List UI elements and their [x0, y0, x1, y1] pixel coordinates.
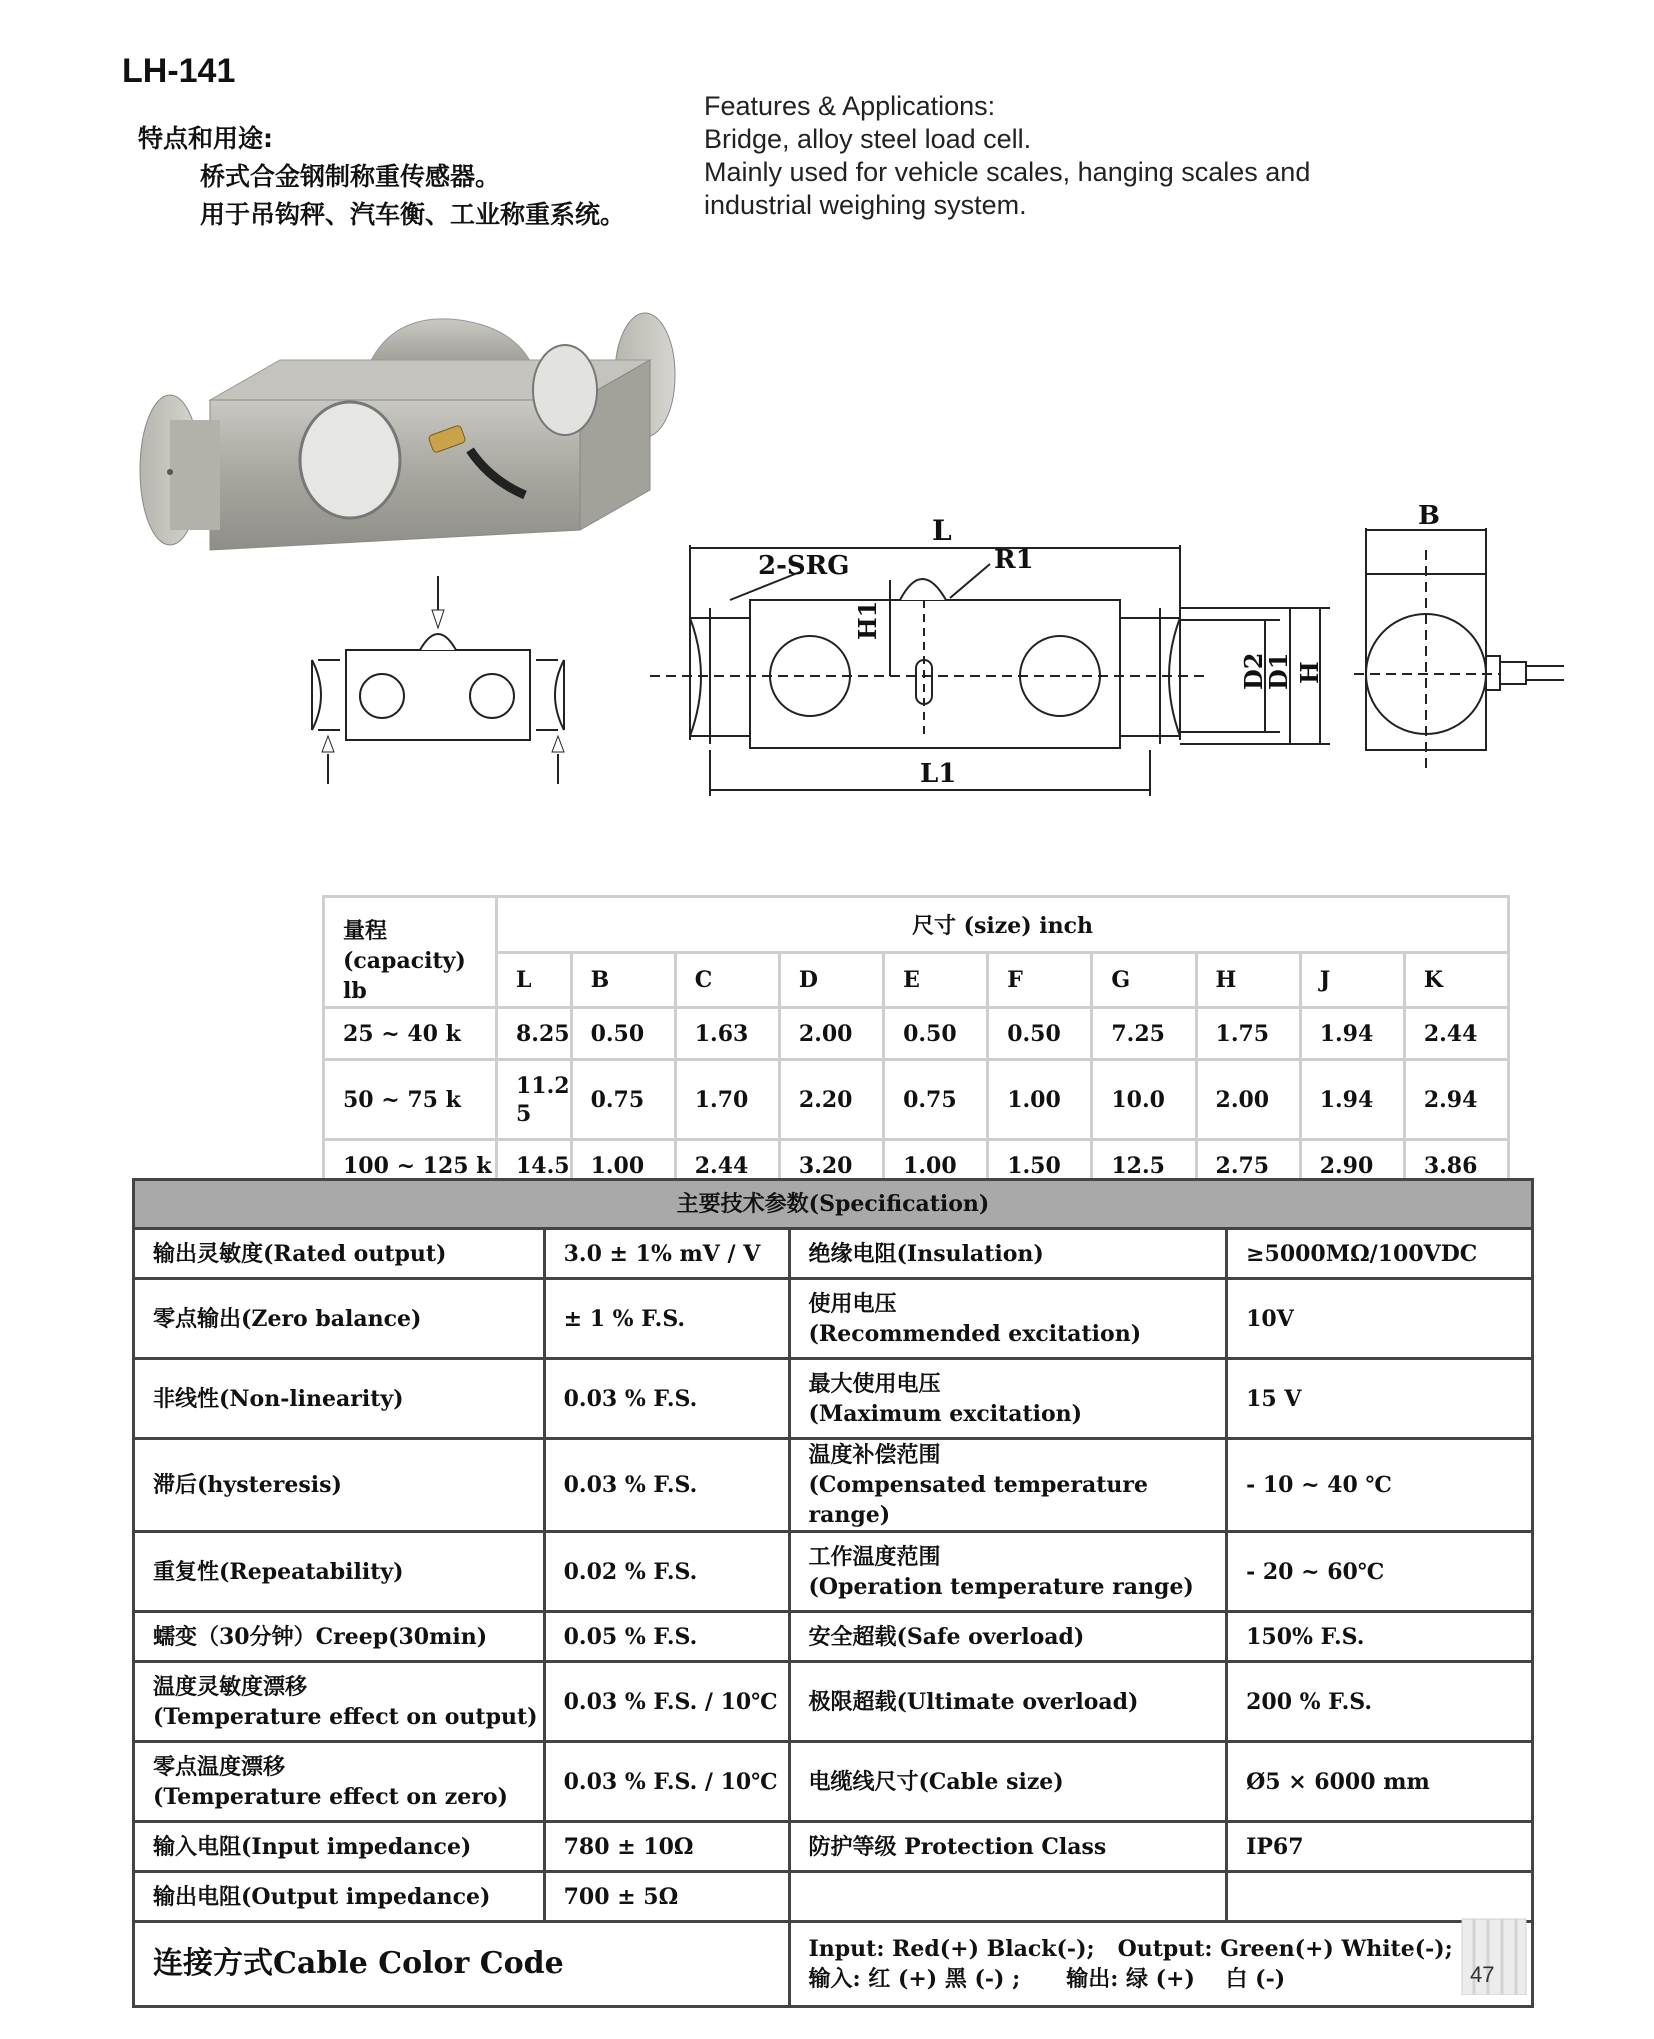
spec-value-left [544, 1359, 789, 1439]
dim-cell: 2.90 [1300, 1140, 1404, 1192]
label-B: B [1418, 501, 1440, 531]
spec-value-right [1227, 1872, 1533, 1922]
spec-value-right [1227, 1439, 1533, 1532]
spec-param-left [134, 1532, 545, 1612]
page-number: 47 [1470, 1962, 1495, 1987]
dim-cell: 1.00 [988, 1060, 1092, 1140]
spec-value: - 20 ~ 60℃ [1246, 1558, 1385, 1585]
spec-label-cn: 使用电压 [808, 1290, 897, 1317]
capacity-header-cn: 量程 [343, 918, 388, 944]
dim-cell: 1.00 [884, 1140, 988, 1192]
spec-param-right [789, 1532, 1227, 1612]
spec-label-cn: 输入电阻(Input impedance) [153, 1833, 472, 1860]
col-header: F [988, 952, 1092, 1008]
dim-cell: 1.00 [571, 1140, 675, 1192]
cn-features-heading: 特点和用途: [138, 124, 273, 153]
spec-row [134, 1359, 1533, 1439]
table-row [324, 1060, 1509, 1140]
spec-label-cn: 安全超载(Safe overload) [808, 1623, 1085, 1650]
spec-value: 15 V [1246, 1385, 1302, 1412]
spec-label-en: (Maximum excitation) [808, 1400, 1083, 1427]
dim-cell: 2.44 [675, 1140, 779, 1192]
spec-value: ≥5000MΩ/100VDC [1246, 1240, 1478, 1267]
spec-value-left [544, 1439, 789, 1532]
dim-cell: 1.63 [675, 1008, 779, 1060]
col-header: G [1092, 952, 1196, 1008]
spec-param-left [134, 1742, 545, 1822]
spec-param-left [134, 1872, 545, 1922]
spec-label-cn: 绝缘电阻(Insulation) [808, 1240, 1044, 1267]
dim-cell: 3.86 [1404, 1140, 1508, 1192]
dimension-drawing-side [1350, 500, 1580, 780]
spec-label-cn: 极限超载(Ultimate overload) [808, 1688, 1139, 1715]
spec-param-left [134, 1662, 545, 1742]
model-title: LH-141 [122, 52, 236, 90]
label-D1: D1 [1264, 652, 1293, 690]
spec-label-cn: 防护等级 Protection Class [808, 1833, 1107, 1860]
spec-value: 0.02 % F.S. [563, 1558, 698, 1585]
spec-param-right [789, 1612, 1227, 1662]
spec-value-left [544, 1279, 789, 1359]
spec-value: - 10 ~ 40 ℃ [1246, 1472, 1392, 1498]
spec-value: 0.05 % F.S. [563, 1623, 698, 1650]
spec-param-left [134, 1439, 545, 1532]
cn-features-line-1: 桥式合金钢制称重传感器。 [200, 162, 501, 191]
table-row [324, 1008, 1509, 1060]
cable-color-cn: 输入: 红 (+) 黑 (-) ; 输出: 绿 (+) 白 (-) [808, 1966, 1286, 1992]
spec-label-cn: 工作温度范围 [808, 1543, 941, 1570]
dim-cell: 10.0 [1092, 1060, 1196, 1140]
label-H1: H1 [853, 600, 882, 640]
spec-value: Ø5 × 6000 mm [1246, 1768, 1430, 1795]
label-L1: L1 [920, 759, 957, 789]
spec-value: 200 % F.S. [1246, 1688, 1373, 1715]
cn-features [138, 120, 625, 234]
spec-param-right [789, 1822, 1227, 1872]
dim-cell: 2.75 [1196, 1140, 1300, 1192]
spec-value-right [1227, 1822, 1533, 1872]
spec-table [132, 1178, 1534, 2008]
dimension-drawing-front [650, 500, 1340, 810]
spec-param-right [789, 1439, 1227, 1532]
spec-value: 0.03 % F.S. [563, 1472, 698, 1498]
spec-label-cn: 重复性(Repeatability) [153, 1558, 404, 1585]
capacity-header [324, 897, 497, 1008]
dim-cell: 2.00 [1196, 1060, 1300, 1140]
label-H: H [1295, 661, 1324, 684]
col-header: D [779, 952, 883, 1008]
spec-row [134, 1872, 1533, 1922]
spec-label-cn: 输出电阻(Output impedance) [153, 1883, 491, 1910]
en-features-heading: Features & Applications: [704, 91, 996, 121]
col-header: J [1300, 952, 1404, 1008]
load-cell-photo [130, 300, 690, 560]
spec-value-right [1227, 1229, 1533, 1279]
dim-cell: 1.94 [1300, 1008, 1404, 1060]
dim-cell: 1.50 [988, 1140, 1092, 1192]
spec-row [134, 1822, 1533, 1872]
spec-label-cn: 非线性(Non-linearity) [153, 1385, 404, 1412]
spec-label-cn: 温度灵敏度漂移 [153, 1673, 308, 1700]
spec-param-right [789, 1229, 1227, 1279]
spec-value-left [544, 1872, 789, 1922]
spec-param-left [134, 1279, 545, 1359]
spec-label-en: (Compensated temperature range) [808, 1472, 1148, 1528]
spec-label-en: (Temperature effect on output) [153, 1703, 538, 1730]
spec-param-right [789, 1662, 1227, 1742]
spec-value: 0.03 % F.S. / 10℃ [563, 1688, 778, 1715]
spec-row [134, 1662, 1533, 1742]
col-header: L [497, 952, 572, 1008]
cable-color-en: Input: Red(+) Black(-); Output: Green(+) White(-); [808, 1936, 1453, 1962]
dim-cell: 0.50 [988, 1008, 1092, 1060]
spec-param-right [789, 1279, 1227, 1359]
cable-color-value [789, 1922, 1533, 2007]
spec-title: 主要技术参数(Specification) [134, 1180, 1533, 1229]
dimension-columns-row [324, 952, 1509, 1008]
spec-value-right [1227, 1359, 1533, 1439]
en-features [704, 90, 1310, 222]
spec-label-en: (Temperature effect on zero) [153, 1783, 508, 1810]
dim-cell: 1.75 [1196, 1008, 1300, 1060]
spec-row [134, 1279, 1533, 1359]
spec-value: 150% F.S. [1246, 1623, 1365, 1650]
cable-color-row [134, 1922, 1533, 2007]
spec-value: IP67 [1246, 1833, 1304, 1860]
col-header: E [884, 952, 988, 1008]
spec-row [134, 1612, 1533, 1662]
spec-value-left [544, 1229, 789, 1279]
dim-cell: 1.70 [675, 1060, 779, 1140]
col-header: C [675, 952, 779, 1008]
capacity-header-en: (capacity) lb [343, 948, 466, 1004]
spec-label-cn: 最大使用电压 [808, 1370, 941, 1397]
spec-row [134, 1532, 1533, 1612]
label-2-SRG: 2-SRG [758, 551, 850, 581]
spec-param-left [134, 1359, 545, 1439]
size-header: 尺寸 (size) inch [497, 897, 1509, 953]
dim-cell: 0.75 [571, 1060, 675, 1140]
spec-value-right [1227, 1742, 1533, 1822]
spec-row [134, 1229, 1533, 1279]
spec-value-left [544, 1532, 789, 1612]
spec-value: 780 ± 10Ω [563, 1833, 694, 1860]
label-D2: D2 [1239, 652, 1268, 690]
spec-value: 700 ± 5Ω [563, 1883, 679, 1910]
spec-value-right [1227, 1612, 1533, 1662]
spec-value-left [544, 1612, 789, 1662]
spec-value: 0.03 % F.S. / 10℃ [563, 1768, 778, 1795]
spec-label-en: (Operation temperature range) [808, 1573, 1194, 1600]
en-features-line-2: Mainly used for vehicle scales, hanging scales and [704, 157, 1311, 187]
spec-label-cn: 零点温度漂移 [153, 1753, 286, 1780]
spec-value-left [544, 1822, 789, 1872]
spec-row [134, 1439, 1533, 1532]
spec-value-right [1227, 1532, 1533, 1612]
cable-color-label: 连接方式Cable Color Code [134, 1922, 790, 2007]
force-schematic [300, 570, 590, 790]
spec-param-right [789, 1742, 1227, 1822]
spec-label-cn: 零点输出(Zero balance) [153, 1305, 422, 1332]
cn-features-line-2: 用于吊钩秤、汽车衡、工业称重系统。 [200, 200, 626, 229]
spec-value-right [1227, 1279, 1533, 1359]
dim-cell: 14.5 [497, 1140, 572, 1192]
spec-label-cn: 输出灵敏度(Rated output) [153, 1240, 447, 1267]
spec-row [134, 1742, 1533, 1822]
dim-cell: 3.20 [779, 1140, 883, 1192]
spec-value-right [1227, 1662, 1533, 1742]
col-header: H [1196, 952, 1300, 1008]
dim-cell: 8.25 [497, 1008, 572, 1060]
col-header: K [1404, 952, 1508, 1008]
label-R1: R1 [994, 545, 1034, 575]
dim-cell: 12.5 [1092, 1140, 1196, 1192]
spec-label-cn: 蠕变（30分钟）Creep(30min) [153, 1623, 488, 1650]
dimension-table [322, 895, 1510, 1193]
dim-cell: 1.94 [1300, 1060, 1404, 1140]
spec-label-cn: 温度补偿范围 [808, 1442, 941, 1468]
spec-label-cn: 电缆线尺寸(Cable size) [808, 1768, 1064, 1795]
en-features-line-1: Bridge, alloy steel load cell. [704, 124, 1032, 154]
spec-value: 0.03 % F.S. [563, 1385, 698, 1412]
dim-cell: 2.94 [1404, 1060, 1508, 1140]
dim-cell: 0.50 [884, 1008, 988, 1060]
spec-label-en: (Recommended excitation) [808, 1320, 1142, 1347]
spec-label-cn: 滞后(hysteresis) [153, 1472, 342, 1498]
spec-value: ± 1 % F.S. [563, 1305, 686, 1332]
col-header: B [571, 952, 675, 1008]
dim-cell: 7.25 [1092, 1008, 1196, 1060]
dim-cell: 2.20 [779, 1060, 883, 1140]
spec-param-left [134, 1612, 545, 1662]
en-features-line-3: industrial weighing system. [704, 190, 1027, 220]
spec-param-right [789, 1872, 1227, 1922]
spec-value-left [544, 1662, 789, 1742]
dim-cell: 0.50 [571, 1008, 675, 1060]
dim-cell: 11.2 5 [497, 1060, 572, 1140]
capacity-cell: 100 ~ 125 k [324, 1140, 497, 1192]
label-L: L [932, 514, 952, 547]
capacity-cell: 25 ~ 40 k [324, 1008, 497, 1060]
capacity-cell: 50 ~ 75 k [324, 1060, 497, 1140]
spec-param-right [789, 1359, 1227, 1439]
spec-param-left [134, 1229, 545, 1279]
spec-param-left [134, 1822, 545, 1872]
dim-cell: 0.75 [884, 1060, 988, 1140]
spec-value-left [544, 1742, 789, 1822]
dim-cell: 2.44 [1404, 1008, 1508, 1060]
spec-value: 10V [1246, 1305, 1294, 1332]
dim-cell: 2.00 [779, 1008, 883, 1060]
spec-value: 3.0 ± 1% mV / V [563, 1240, 761, 1267]
